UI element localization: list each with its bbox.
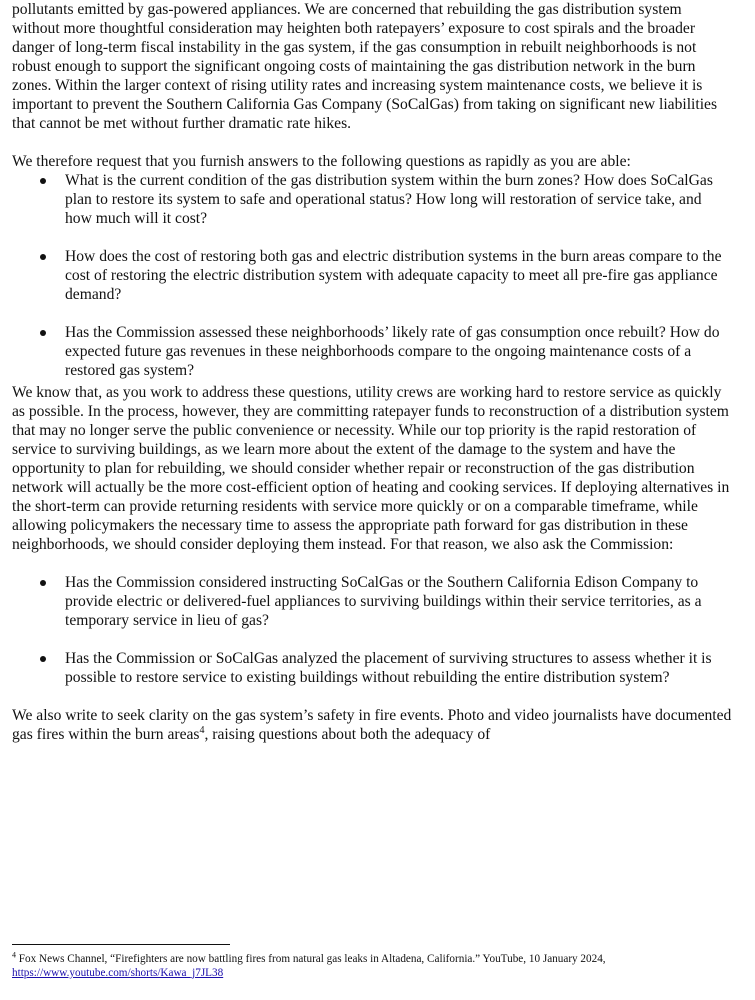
question-list-2 <box>12 573 732 687</box>
paragraph-safety-text: We also write to seek clarity on the gas system’s safety in fire events. Photo and video journalists have documented gas fires within the burn areas <box>12 707 732 743</box>
list-item: Has the Commission considered instructing SoCalGas or the Southern California Edison Company to provide electric or delivered-fuel appliances to surviving buildings within their service territories, as a temporary service in lieu of gas? <box>12 573 732 630</box>
paragraph-gas-concerns: pollutants emitted by gas-powered appliances. We are concerned that rebuilding the gas distribution system without more thoughtful consideration may heighten both ratepayers’ exposure to cost spirals and the broader danger of long-term fiscal instability in the gas system, if the gas consumption in rebuilt neighborhoods is not robust enough to support the significant ongoing costs of maintaining the gas distribution network in the burn zones. Within the larger context of rising utility rates and increasing system maintenance costs, we believe it is important to prevent the Southern California Gas Company (SoCalGas) from taking on significant new liabilities that cannot be met without further dramatic rate hikes. <box>12 1 718 132</box>
footnote-link[interactable]: https://www.youtube.com/shorts/Kawa_j7JL38 <box>12 967 224 979</box>
question-list-1 <box>12 171 732 380</box>
footnote-divider <box>12 944 230 945</box>
paragraph-safety <box>12 706 732 744</box>
footnote-text: Fox News Channel, “Firefighters are now battling fires from natural gas leaks in Altadena, California.” YouTube, 10 January 2024, <box>16 953 606 965</box>
footnote-number: 4 <box>12 950 16 960</box>
list-item: How does the cost of restoring both gas and electric distribution systems in the burn areas compare to the cost of restoring the electric distribution system with adequate capacity to meet all pre-fire gas appliance demand? <box>12 247 732 304</box>
list-item: Has the Commission assessed these neighborhoods’ likely rate of gas consumption once rebuilt? How do expected future gas revenues in these neighborhoods compare to the ongoing maintenance costs of a restored gas system? <box>12 323 732 380</box>
footnote <box>12 952 732 980</box>
list-item: What is the current condition of the gas distribution system within the burn zones? How does SoCalGas plan to restore its system to safe and operational status? How long will restoration of service take, and how much will it cost? <box>12 171 732 228</box>
footnote-reference[interactable]: 4 <box>199 724 205 736</box>
paragraph-request: We therefore request that you furnish answers to the following questions as rapidly as you are able: <box>12 153 631 170</box>
list-item: Has the Commission or SoCalGas analyzed the placement of surviving structures to assess whether it is possible to restore service to existing buildings without rebuilding the entire distribution system? <box>12 649 732 687</box>
paragraph-safety-text-end: , raising questions about both the adequacy of <box>204 726 491 743</box>
paragraph-restoration: We know that, as you work to address these questions, utility crews are working hard to restore service as quickly as possible. In the process, however, they are committing ratepayer funds to reconstruction of a distribution system that may no longer serve the public convenience or necessity. While our top priority is the rapid restoration of service to surviving buildings, as we learn more about the extent of the damage to the system and have the opportunity to plan for rebuilding, we should consider whether repair or reconstruction of the gas distribution network will actually be the more cost-efficient option of heating and cooking services. If deploying alternatives in the short-term can provide returning residents with service more quickly or on a comparable timeframe, while allowing policymakers the necessary time to assess the appropriate path forward for gas distribution in these neighborhoods, we should consider deploying them instead. For that reason, we also ask the Commission: <box>12 384 730 553</box>
document-page <box>12 0 732 744</box>
